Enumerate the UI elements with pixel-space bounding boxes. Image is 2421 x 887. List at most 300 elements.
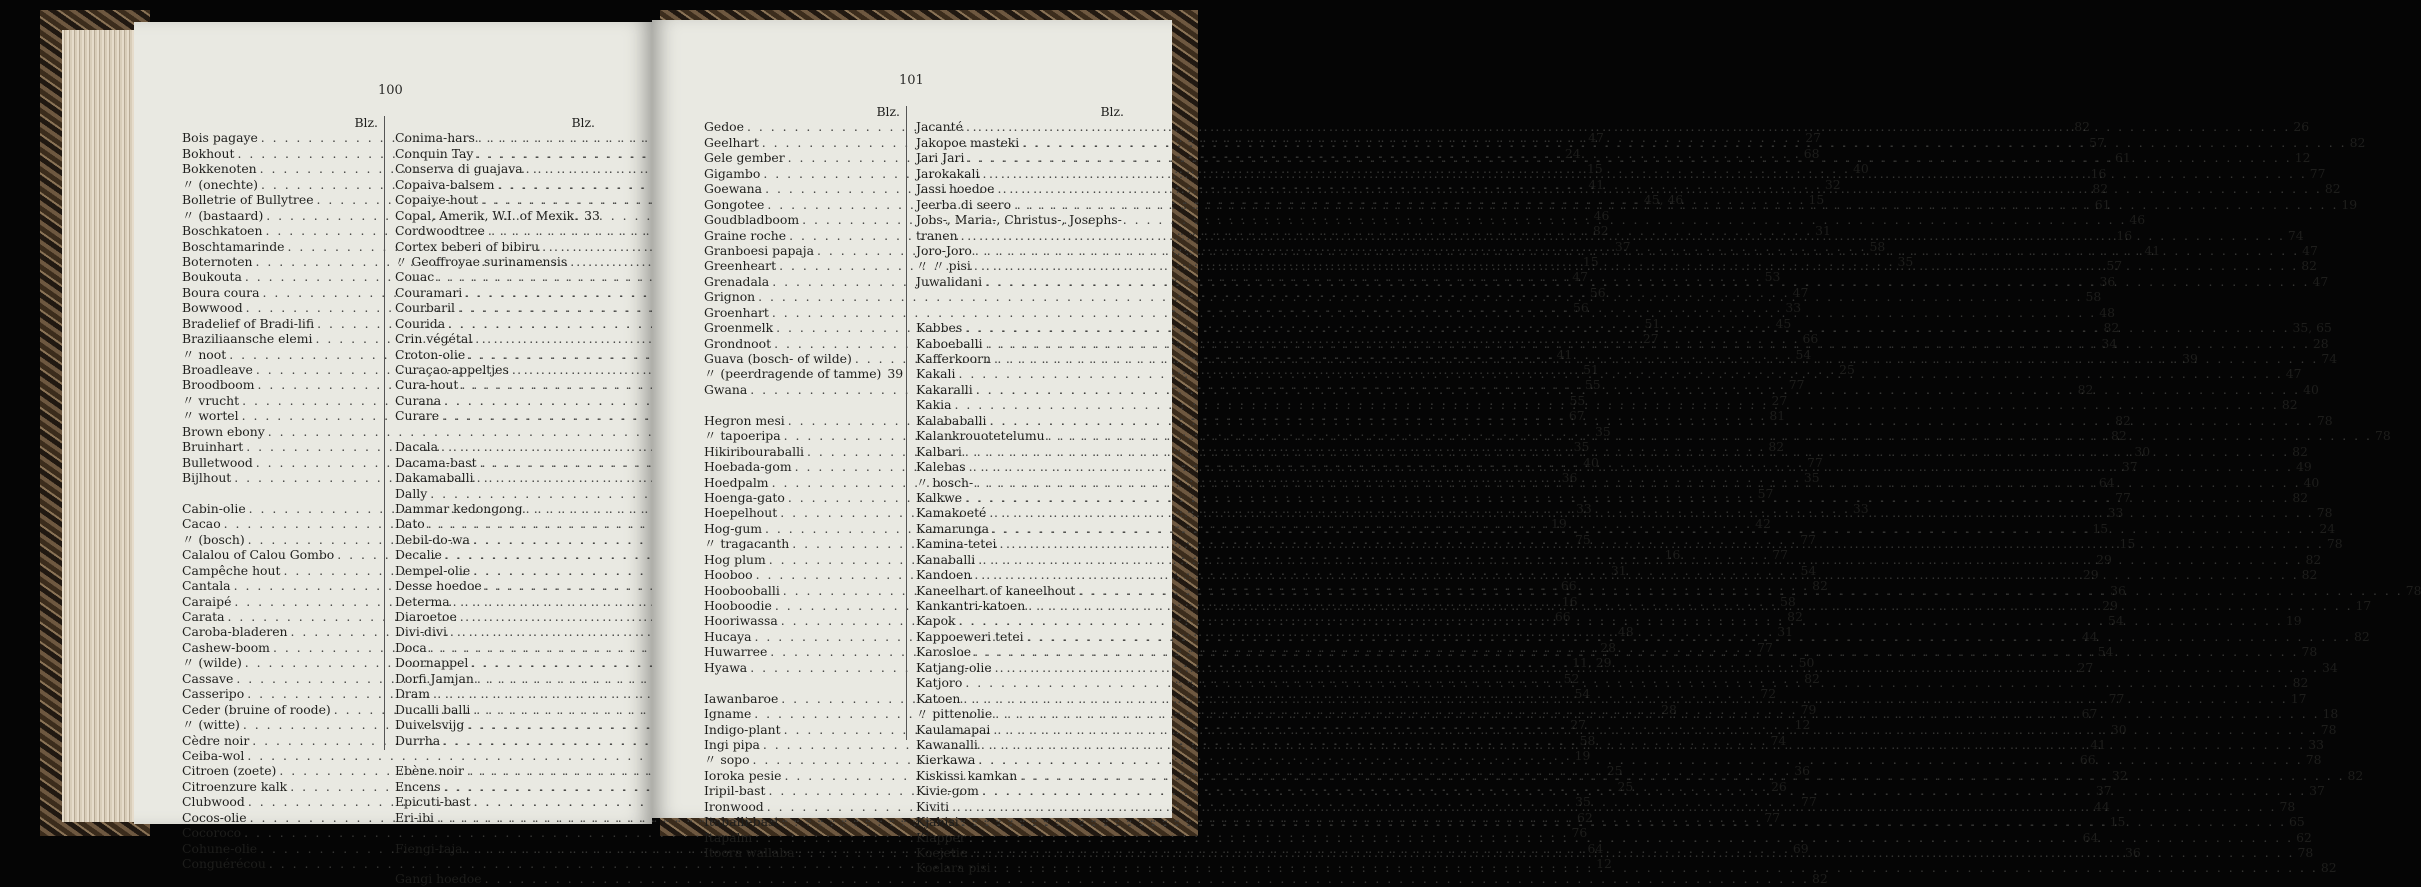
entry-name: Brown ebony xyxy=(182,423,265,439)
column-divider xyxy=(384,116,385,750)
entry-page: 77 xyxy=(1764,809,1781,825)
entry-name: Iawanbaroe xyxy=(704,690,779,706)
entry-name: Ducalli balli xyxy=(395,701,471,717)
entry-name: Goudbladboom xyxy=(704,212,800,228)
entry-name: Durrha xyxy=(395,732,441,748)
dot-leader xyxy=(969,830,2293,845)
entry-page: 33 xyxy=(1575,500,1592,516)
entry-page: 66 xyxy=(1560,578,1577,594)
entry-name: Klapper xyxy=(916,829,966,845)
entry-page: 77 xyxy=(2115,489,2131,505)
entry-name: Calalou of Calou Gombo xyxy=(182,547,335,563)
entry-name: Guava (bosch- of wilde) xyxy=(704,351,852,366)
entry-name: Koelara pisi xyxy=(916,860,991,876)
dot-leader xyxy=(1048,428,2372,443)
entry-name: Ebène noir xyxy=(395,763,464,779)
dot-leader xyxy=(962,814,2286,829)
entry-page: 82 xyxy=(1592,223,1609,239)
entry-name: Conima-hars xyxy=(395,130,475,146)
dot-leader xyxy=(965,675,2289,690)
entry-page: 78 xyxy=(2297,845,2314,860)
dot-leader xyxy=(974,567,2298,582)
entry-name: 〃 (bosch) xyxy=(182,531,245,547)
entry-name: Juwalidani xyxy=(916,273,983,289)
entry-name: Ingi pipa xyxy=(704,736,760,752)
dot-leader xyxy=(982,783,2306,798)
entry-page: 40 xyxy=(2303,474,2320,490)
entry-name: Ioroka pesie xyxy=(704,767,782,783)
entry-name: Braziliaansche elemi xyxy=(182,331,313,347)
entry-page: 17 xyxy=(2355,598,2372,613)
dot-leader xyxy=(966,119,2290,134)
entry-page: 78 xyxy=(2305,752,2322,768)
entry-page: 57 xyxy=(1757,485,1774,501)
entry-name: Citroen (zoete) xyxy=(182,763,277,779)
entry-name: Bruinhart xyxy=(182,439,244,455)
dot-leader xyxy=(967,150,2291,165)
entry-page: 77 xyxy=(1800,531,1816,547)
entry-name: Ceder (bruine of roode) xyxy=(182,701,331,717)
entry-name: Cohune-olie xyxy=(182,840,258,856)
entry-name: Kalkwe xyxy=(916,489,963,505)
entry-name: Hoebada-gom xyxy=(704,459,792,475)
entry-name: Jassi hoedoe xyxy=(916,181,995,197)
entry-name: Bradelief of Bradi-lifi xyxy=(182,315,315,331)
entry-name: Carata xyxy=(182,609,225,624)
entry-page: 82 xyxy=(2115,412,2131,428)
entry-page: 78 xyxy=(2316,412,2333,428)
column-header: Blz. xyxy=(1100,104,1124,119)
entry-page: 56 xyxy=(1589,284,1606,300)
entry-page: 65 xyxy=(2289,814,2305,830)
entry-page: 82 xyxy=(2301,567,2318,583)
entry-page: 24 xyxy=(2319,520,2336,536)
entry-page: 29 xyxy=(2082,567,2099,583)
entry-page: 54 xyxy=(1795,346,1812,362)
entry-name: Dacala xyxy=(395,439,438,455)
entry-page: 82 xyxy=(2353,628,2370,644)
column-header: Blz. xyxy=(571,115,595,130)
entry-name: Jeerba di seero xyxy=(916,196,1012,212)
entry-page: 82 xyxy=(2077,381,2094,397)
entry-page: 45, 46 xyxy=(1643,192,1684,208)
dot-leader xyxy=(975,243,2299,258)
entry-name: Hoedpalm xyxy=(704,474,769,490)
dot-leader xyxy=(1078,583,2402,598)
entry-page: 77 xyxy=(1800,794,1817,810)
entry-page: 67 xyxy=(1568,408,1585,424)
entry-page: 66 xyxy=(1554,609,1571,624)
entry-page: 41 xyxy=(1556,346,1573,362)
entry-page: 41 xyxy=(1588,176,1605,192)
entry-page: 82 xyxy=(2349,134,2366,150)
entry-name: Gedoe xyxy=(704,119,744,135)
entry-name: Kankantri-katoen xyxy=(916,598,1026,613)
entry-page: 82 xyxy=(2320,860,2337,876)
entry-name: Caraipé xyxy=(182,593,232,609)
entry-name: Dorfi Jamjan xyxy=(395,670,474,686)
entry-page: 16 xyxy=(2090,165,2107,181)
entry-name: Kakali xyxy=(916,366,956,382)
entry-name: Broadleave xyxy=(182,362,253,377)
entry-name: Cashew-boom xyxy=(182,639,270,655)
entry-page: 82 xyxy=(2292,675,2309,691)
entry-page: 55 xyxy=(1569,392,1586,408)
entry-name: Kiviti xyxy=(916,798,950,814)
entry-page: 46 xyxy=(1593,207,1610,223)
entry-page: 15 xyxy=(2092,520,2109,536)
entry-page: 82 xyxy=(2324,181,2341,197)
entry-page: 82 xyxy=(2292,489,2309,505)
entry-name: Kabbes xyxy=(916,320,963,336)
entry-name: Kivie-gom xyxy=(916,783,979,799)
entry-name: Jakopoe masteki xyxy=(916,134,1020,150)
entry-name: Cortex beberi of bibiru xyxy=(395,238,540,254)
entry-name: Boschtamarinde xyxy=(182,238,285,254)
entry-name: Conquin Tay xyxy=(395,145,474,161)
entry-page: 64 xyxy=(2082,829,2099,845)
dot-leader xyxy=(1028,598,2352,613)
entry-page: 82 xyxy=(1768,439,1785,455)
entry-page: 40 xyxy=(1583,454,1599,470)
entry-name: Bois pagaye xyxy=(182,130,258,146)
entry-page: 67 xyxy=(2081,706,2098,722)
dot-leader xyxy=(981,737,2305,752)
dot-leader xyxy=(961,228,2285,243)
entry-name: Kalankrouotetelumu xyxy=(916,428,1045,444)
dot-leader xyxy=(982,166,2306,181)
entry-name: Crin végétal xyxy=(395,331,473,347)
entry-page: 57 xyxy=(2106,258,2123,274)
entry-name: Jari Jari xyxy=(916,150,965,166)
entry-page: 66 xyxy=(1802,331,1819,347)
entry-page: 47 xyxy=(1588,130,1604,146)
entry-page: 33 xyxy=(1785,300,1802,316)
entry-name: Bowwood xyxy=(182,300,243,316)
entry-page: 35 xyxy=(1897,253,1914,269)
entry-name: 〃 vrucht xyxy=(182,392,240,408)
entry-page: 36 xyxy=(1561,470,1578,486)
entry-page: 77 xyxy=(2108,690,2125,706)
entry-page: 54 xyxy=(2097,644,2114,660)
entry-page: 77 xyxy=(1757,639,1773,655)
entry-page: 34 xyxy=(2101,335,2118,351)
entry-page: 81 xyxy=(1769,408,1786,424)
entry-name: Doca xyxy=(395,639,427,655)
entry-page: 12 xyxy=(1794,717,1811,733)
dot-leader xyxy=(989,505,2313,520)
entry-name: Kamakoeté xyxy=(916,505,987,521)
entry-name: Hog-gum xyxy=(704,520,763,536)
entry-name: 〃 Geoffroyae surinamensis xyxy=(395,253,568,269)
entry-page: 40 xyxy=(1852,161,1869,177)
entry-name: 〃 (peerdragende of tamme) xyxy=(704,366,882,382)
entry-page: 82 xyxy=(1811,871,1828,887)
entry-name: Groenhart xyxy=(704,304,769,320)
entry-name: Grondnoot xyxy=(704,335,772,351)
entry-name: Epicuti-bast xyxy=(395,794,471,810)
page-number: 100 xyxy=(378,83,403,98)
entry-page: 78 xyxy=(2279,798,2296,814)
column-header: Blz. xyxy=(354,115,378,130)
entry-page: 82 xyxy=(2103,320,2120,336)
dot-leader xyxy=(995,660,2319,675)
entry-name: Campêche hout xyxy=(182,562,281,578)
dot-leader xyxy=(994,351,2318,366)
entry-name: Boternoten xyxy=(182,253,253,269)
entry-name: Determa xyxy=(395,593,450,609)
entry-page: 58 xyxy=(1779,593,1796,609)
entry-page: 51 xyxy=(1583,362,1599,377)
entry-page: 25 xyxy=(1606,763,1623,779)
entry-page: 74 xyxy=(2287,227,2304,243)
entry-page: 29 xyxy=(2096,551,2112,567)
entry-page: 15 xyxy=(1808,192,1825,208)
entry-page: 26 xyxy=(2293,119,2310,135)
entry-name: 〃 tapoeripa xyxy=(704,428,781,444)
dot-leader xyxy=(986,336,2310,351)
dot-leader xyxy=(993,722,2317,737)
entry-name: Kaulamapai xyxy=(916,721,991,737)
entry-page: 82 xyxy=(2292,443,2308,459)
page-number: 101 xyxy=(899,73,924,88)
entry-page: 82 xyxy=(2347,767,2364,783)
entry-page: 35 xyxy=(1575,794,1591,810)
entry-name: tranen xyxy=(916,227,958,243)
entry-page: 47 xyxy=(1572,269,1588,285)
entry-page: 82 xyxy=(2092,181,2109,197)
entry-page: 78 xyxy=(2374,428,2391,444)
dot-leader xyxy=(990,413,2314,428)
entry-page: 49 xyxy=(2295,459,2312,475)
entry-name: Gongotee xyxy=(704,196,765,212)
entry-name: Diaroetoe xyxy=(395,609,457,624)
entry-name: Huwarree xyxy=(704,644,768,660)
entry-name: Bijlhout xyxy=(182,470,232,486)
entry-name: Ironwood xyxy=(704,798,764,814)
entry-page: 28 xyxy=(1600,639,1617,655)
entry-page: 58 xyxy=(1579,732,1596,748)
entry-page: 51 xyxy=(1644,315,1661,331)
entry-page: 52 xyxy=(1563,670,1580,686)
entry-page: 61 xyxy=(2115,150,2131,166)
entry-page: 44 xyxy=(2081,628,2098,644)
entry-name: Katjoro xyxy=(916,675,963,691)
dot-leader xyxy=(1020,768,2344,783)
dot-leader xyxy=(965,320,2289,335)
entry-page: 36 xyxy=(2125,845,2141,860)
entry-name: Kakia xyxy=(916,397,952,413)
entry-name: Kamina-tetei xyxy=(916,536,997,552)
entry-name: Hegron mesi xyxy=(704,412,785,428)
entry-name: Gwana xyxy=(704,381,748,397)
entry-page: 15 xyxy=(1586,161,1603,177)
entry-page: 27 xyxy=(1805,130,1821,146)
entry-page: 48 xyxy=(1617,624,1634,640)
entry-name: Kakaralli xyxy=(916,381,973,397)
entry-page: 17 xyxy=(2290,690,2307,706)
column-header: Blz. xyxy=(876,104,900,119)
entry-name: Fiengi-taja xyxy=(395,840,463,856)
dot-leader xyxy=(958,366,2282,381)
entry-name: Decalie xyxy=(395,547,442,563)
entry-page: 76 xyxy=(1571,825,1588,841)
entry-name: Bokhout xyxy=(182,145,235,161)
entry-page: 15 xyxy=(2109,814,2126,830)
entry-page: 39 xyxy=(887,366,904,382)
entry-page: 12 xyxy=(1596,856,1612,871)
entry-name: Hoepelhout xyxy=(704,505,778,521)
entry-name: Dakamaballi xyxy=(395,470,474,486)
entry-name: Divi-divi xyxy=(395,624,447,640)
column-divider xyxy=(906,106,907,740)
entry-name: 〃 (bastaard) xyxy=(182,207,264,223)
entry-name: Citroenzure kalk xyxy=(182,778,288,794)
entry-page: 27 xyxy=(1771,392,1788,408)
entry-name: Dacama-bast xyxy=(395,454,477,470)
dot-leader xyxy=(997,181,2321,196)
entry-name: Croton-olie xyxy=(395,346,466,362)
entry-name: Gele gember xyxy=(704,150,785,166)
entry-name: Courbaril xyxy=(395,300,456,316)
dot-leader xyxy=(974,644,2298,659)
entry-name: Desse hoedoe xyxy=(395,578,482,594)
entry-name: Courida xyxy=(395,315,446,331)
entry-page: 74 xyxy=(1770,732,1787,748)
entry-name: Joro-Joro xyxy=(916,242,972,258)
entry-page: 33 xyxy=(2107,505,2124,521)
entry-page: 16 xyxy=(1664,547,1681,563)
entry-page: 82 xyxy=(1787,609,1803,624)
entry-page: 33 xyxy=(2308,736,2325,752)
entry-name: Groenmelk xyxy=(704,320,774,336)
entry-name: Geelhart xyxy=(704,134,759,150)
entry-page: 47 xyxy=(2312,273,2329,289)
entry-name: Kalbari xyxy=(916,443,962,459)
dot-leader xyxy=(995,706,2319,721)
entry-name: Kalababalli xyxy=(916,412,987,428)
entry-page: 77 xyxy=(1788,377,1805,393)
entry-page: 27 xyxy=(1642,331,1659,347)
dot-leader xyxy=(976,475,2300,490)
entry-name: 〃 noot xyxy=(182,346,227,362)
entry-name: Eri-ibi xyxy=(395,809,434,825)
entry-page: 37 xyxy=(2121,459,2138,475)
dot-leader xyxy=(959,613,2283,628)
entry-page: 56 xyxy=(1572,300,1589,316)
index-entry xyxy=(395,207,600,223)
entry-page: 36 xyxy=(2110,582,2126,598)
entry-name: Itaballi-bast xyxy=(704,814,780,830)
entry-page: 69 xyxy=(1792,840,1809,856)
entry-name: Hoenga-gato xyxy=(704,489,785,505)
entry-name: Itoora wallaba xyxy=(704,845,795,860)
entry-page: 82 xyxy=(2110,428,2127,444)
entry-name: Indigo-plant xyxy=(704,721,781,737)
entry-page: 33 xyxy=(1852,500,1869,516)
dot-leader xyxy=(963,691,2287,706)
entry-name: Kjabisi xyxy=(916,814,959,830)
dot-leader xyxy=(974,258,2298,273)
entry-page: 25 xyxy=(1617,778,1634,794)
entry-name: Hucaya xyxy=(704,628,752,644)
entry-name: 〃 sopo xyxy=(704,752,750,768)
entry-page: 32 xyxy=(2111,767,2128,783)
entry-page: 12 xyxy=(2294,150,2311,166)
dot-leader xyxy=(965,490,2289,505)
entry-name: Kawanalli xyxy=(916,736,978,752)
entry-page: 46 xyxy=(2129,212,2146,228)
dot-leader xyxy=(969,459,2293,474)
entry-page: 72 xyxy=(1760,686,1777,702)
entry-name: Couramari xyxy=(395,284,463,300)
entry-page: 33 xyxy=(584,207,600,223)
entry-name: Duivelsvijg xyxy=(395,717,465,733)
entry-name: 〃 tragacanth xyxy=(704,536,790,552)
entry-page: 41 xyxy=(2144,242,2161,258)
entry-name: Copal, Amerik, W.I. of Mexik. xyxy=(395,207,579,223)
entry-name: Dempel-olie xyxy=(395,562,471,578)
index-entry xyxy=(916,212,1124,227)
entry-page: 77 xyxy=(1806,454,1823,470)
entry-page: 28 xyxy=(2312,335,2329,351)
entry-name: Cacao xyxy=(182,516,221,532)
entry-name: Hog plum xyxy=(704,551,766,567)
entry-page: 62 xyxy=(1576,809,1593,825)
entry-name: Ceiba-wol xyxy=(182,747,245,763)
entry-page: 54 xyxy=(2108,613,2124,629)
entry-name: Boschkatoen xyxy=(182,223,263,239)
entry-page: 54 xyxy=(1574,686,1591,702)
entry-name: Granboesi papaja xyxy=(704,242,815,258)
entry-page: 37 xyxy=(1614,238,1631,254)
entry-name: Curana xyxy=(395,392,442,408)
entry-page: 47 xyxy=(1792,284,1809,300)
entry-name: Bulletwood xyxy=(182,454,253,470)
entry-page: 42 xyxy=(1755,516,1771,532)
entry-name: Kierkawa xyxy=(916,752,976,768)
entry-page: 77 xyxy=(1772,547,1788,563)
index-entry xyxy=(704,366,904,382)
entry-page: 37 xyxy=(2095,783,2112,799)
entry-page: 47 xyxy=(2302,242,2318,258)
entry-page: 26 xyxy=(1770,778,1787,794)
entry-page: 35 xyxy=(1803,470,1820,486)
entry-name: Greenheart xyxy=(704,258,777,274)
entry-name: Hooboo xyxy=(704,567,753,583)
entry-name: Conguérécou xyxy=(182,856,266,871)
entry-name: 〃 bosch- xyxy=(916,474,974,490)
entry-name: 〃 〃 pisi xyxy=(916,258,971,274)
entry-name: Hyawa xyxy=(704,659,748,675)
entry-name: Gigambo xyxy=(704,165,761,181)
entry-name: Cura-hout xyxy=(395,377,459,393)
entry-page: 15 xyxy=(2119,536,2136,552)
entry-name: Hikiribouraballi xyxy=(704,443,805,459)
entry-page: 64 xyxy=(2098,474,2115,490)
entry-name: Jarokakali xyxy=(916,165,980,181)
entry-name: Jobs-, Maria-, Christus-, Josephs- xyxy=(916,212,1122,228)
entry-page: 82 xyxy=(1804,670,1820,686)
entry-name: Kiskissi kamkan xyxy=(916,767,1018,783)
entry-page: 31 xyxy=(1777,624,1794,640)
entry-page: 82 xyxy=(2281,397,2298,413)
entry-page: 31 xyxy=(1610,562,1627,578)
entry-page: 82 xyxy=(2301,258,2317,274)
entry-name: 〃 wortel xyxy=(182,408,239,424)
entry-page: 36 xyxy=(1794,763,1810,779)
entry-name: Hooboodie xyxy=(704,598,772,613)
